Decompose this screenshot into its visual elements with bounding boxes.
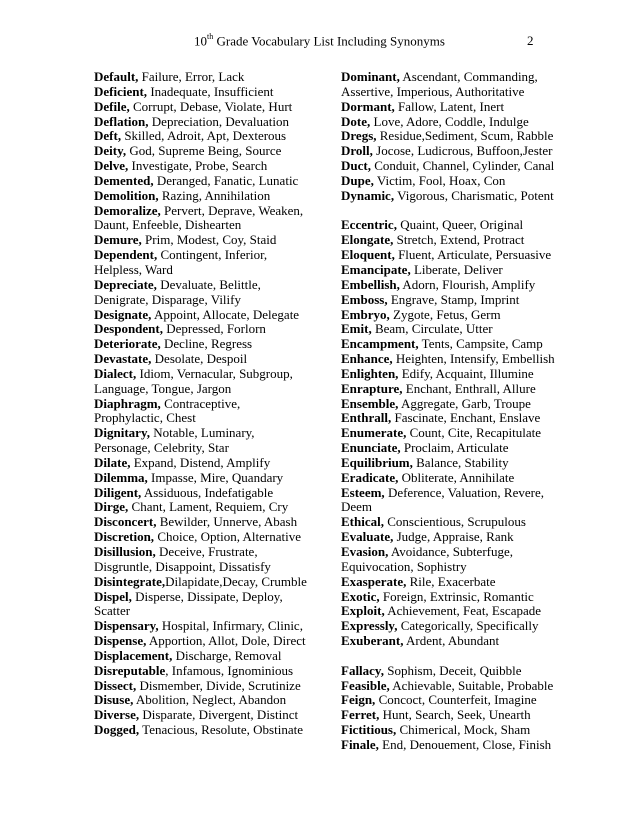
synonyms-text: Equivocation, Sophistry: [341, 558, 467, 574]
synonyms-text: Achievable, Suitable, Probable: [389, 677, 554, 693]
synonyms-text: Edify, Acquaint, Illumine: [398, 365, 534, 381]
vocabulary-entry-line: [94, 174, 319, 189]
vocabulary-word: Demure,: [94, 232, 142, 248]
synonyms-text: Discharge, Removal: [172, 647, 282, 663]
vocabulary-entry-line: [94, 723, 319, 738]
synonyms-text: Investigate, Probe, Search: [128, 158, 268, 174]
synonyms-text: Deceive, Frustrate,: [155, 544, 258, 559]
vocabulary-word: Exploit,: [341, 603, 385, 619]
synonyms-text: Adorn, Flourish, Amplify: [399, 276, 536, 292]
vocabulary-word: Demolition,: [94, 187, 159, 203]
synonyms-text: Foreign, Extrinsic, Romantic: [379, 588, 534, 604]
vocabulary-word: Diaphragm,: [94, 395, 161, 411]
synonyms-text: Scatter: [94, 603, 131, 619]
vocabulary-word: Devastate,: [94, 351, 152, 367]
synonyms-text: Judge, Appraise, Rank: [393, 529, 514, 545]
vocabulary-word: Discretion,: [94, 529, 155, 545]
vocabulary-entry-line: [341, 174, 581, 189]
title-ordinal-suffix: th: [207, 32, 214, 41]
vocabulary-entry-line: [94, 604, 319, 619]
vocabulary-entry-line: [94, 560, 319, 575]
vocabulary-entry-line: [341, 337, 581, 352]
vocabulary-word: Enrapture,: [341, 380, 403, 396]
vocabulary-entry-line: [94, 545, 319, 560]
synonyms-text: Bewilder, Unnerve, Abash: [156, 514, 298, 530]
vocabulary-entry-line: [341, 486, 581, 501]
synonyms-text: Idiom, Vernacular, Subgroup,: [136, 365, 293, 381]
vocabulary-word: Displacement,: [94, 647, 173, 663]
vocabulary-entry-line: [94, 248, 319, 263]
vocabulary-word: Deficient,: [94, 83, 148, 99]
vocabulary-entry-line: [341, 248, 581, 263]
vocabulary-word: Dispel,: [94, 588, 132, 604]
vocabulary-word: Dupe,: [341, 172, 374, 188]
vocabulary-word: Disintegrate,: [94, 573, 166, 589]
vocabulary-word: Demented,: [94, 172, 154, 188]
vocabulary-word: Ensemble,: [341, 395, 399, 411]
vocabulary-entry-line: [94, 441, 319, 456]
synonyms-text: Fascinate, Enchant, Enslave: [391, 410, 541, 426]
vocabulary-entry-line: [341, 129, 581, 144]
synonyms-text: Dilapidate,Decay, Crumble: [165, 573, 307, 589]
synonyms-text: Engrave, Stamp, Imprint: [387, 291, 520, 307]
vocabulary-entry-line: [341, 441, 581, 456]
synonyms-text: Failure, Error, Lack: [138, 69, 245, 84]
synonyms-text: Helpless, Ward: [94, 261, 173, 277]
synonyms-text: Daunt, Enfeeble, Dishearten: [94, 217, 242, 233]
vocabulary-entry-line: [94, 293, 319, 308]
vocabulary-word: Enunciate,: [341, 440, 401, 456]
synonyms-text: Victim, Fool, Hoax, Con: [373, 172, 506, 188]
vocabulary-entry-line: [94, 426, 319, 441]
vocabulary-entry-line: [341, 159, 581, 174]
vocabulary-word: Droll,: [341, 143, 373, 159]
synonyms-text: Categorically, Specifically: [397, 618, 539, 634]
vocabulary-word: Evasion,: [341, 544, 389, 559]
synonyms-text: Residue,Sediment, Scum, Rabble: [376, 128, 554, 144]
vocabulary-entry-line: [94, 367, 319, 382]
vocabulary-word: Disuse,: [94, 692, 134, 708]
vocabulary-entry-line: [94, 397, 319, 412]
synonyms-text: Skilled, Adroit, Apt, Dexterous: [121, 128, 287, 144]
vocabulary-entry-line: [341, 70, 581, 85]
synonyms-text: Prim, Modest, Coy, Staid: [141, 232, 277, 248]
vocabulary-word: Dispense,: [94, 633, 147, 649]
vocabulary-entry-line: [341, 144, 581, 159]
synonyms-text: Deference, Valuation, Revere,: [384, 484, 544, 500]
vocabulary-entry-line: [341, 397, 581, 412]
vocabulary-word: Dynamic,: [341, 187, 395, 203]
vocabulary-entry-line: [94, 500, 319, 515]
vocabulary-entry-line: [341, 308, 581, 323]
synonyms-text: Language, Tongue, Jargon: [94, 380, 232, 396]
synonyms-text: Tenacious, Resolute, Obstinate: [139, 722, 303, 738]
vocabulary-entry-line: [94, 70, 319, 85]
synonyms-text: Ardent, Abundant: [403, 633, 500, 649]
vocabulary-entry-line: [94, 189, 319, 204]
vocabulary-entry-line: [341, 322, 581, 337]
vocabulary-word: Finale,: [341, 736, 379, 752]
vocabulary-word: Ethical,: [341, 514, 384, 530]
vocabulary-entry-line: [94, 486, 319, 501]
vocabulary-word: Emboss,: [341, 291, 388, 307]
vocabulary-word: Dormant,: [341, 98, 395, 114]
vocabulary-entry-line: [94, 233, 319, 248]
vocabulary-word: Dominant,: [341, 69, 400, 84]
vocabulary-entry-line: [94, 100, 319, 115]
synonyms-text: Disperse, Dissipate, Deploy,: [131, 588, 283, 604]
synonyms-text: Disgruntle, Disappoint, Dissatisfy: [94, 558, 271, 574]
title-grade-number: 10: [194, 33, 207, 49]
synonyms-text: Impasse, Mire, Quandary: [147, 469, 284, 485]
vocabulary-entry-line: [341, 278, 581, 293]
section-gap: [341, 204, 581, 219]
synonyms-text: Desolate, Despoil: [151, 351, 248, 367]
synonyms-text: Ascendant, Commanding,: [399, 69, 538, 84]
synonyms-text: Love, Adore, Coddle, Indulge: [370, 113, 529, 129]
synonyms-text: Enchant, Enthrall, Allure: [402, 380, 536, 396]
synonyms-text: Choice, Option, Alternative: [154, 529, 302, 545]
vocabulary-entry-line: [341, 619, 581, 634]
vocabulary-word: Dogged,: [94, 722, 140, 738]
vocabulary-entry-line: [94, 352, 319, 367]
synonyms-text: Chant, Lament, Requiem, Cry: [128, 499, 289, 515]
vocabulary-word: Dialect,: [94, 365, 137, 381]
vocabulary-word: Equilibrium,: [341, 454, 413, 470]
vocabulary-word: Dote,: [341, 113, 371, 129]
vocabulary-word: Evaluate,: [341, 529, 394, 545]
synonyms-text: Beam, Circulate, Utter: [371, 321, 493, 337]
vocabulary-word: Exotic,: [341, 588, 380, 604]
right-vocabulary-column: [341, 70, 581, 753]
synonyms-text: Hunt, Search, Seek, Unearth: [379, 707, 531, 723]
synonyms-text: Rile, Exacerbate: [406, 573, 496, 589]
vocabulary-entry-line: [341, 738, 581, 753]
vocabulary-entry-line: [341, 500, 581, 515]
vocabulary-word: Duct,: [341, 158, 371, 174]
vocabulary-word: Dilate,: [94, 454, 131, 470]
synonyms-text: Balance, Stability: [412, 454, 509, 470]
synonyms-text: Depressed, Forlorn: [163, 321, 266, 337]
synonyms-text: Abolition, Neglect, Abandon: [133, 692, 287, 708]
vocabulary-entry-line: [341, 382, 581, 397]
vocabulary-entry-line: [94, 708, 319, 723]
vocabulary-entry-line: [94, 471, 319, 486]
vocabulary-word: Defile,: [94, 98, 130, 114]
vocabulary-word: Encampment,: [341, 336, 419, 352]
vocabulary-entry-line: [341, 352, 581, 367]
synonyms-text: Decline, Regress: [160, 336, 253, 352]
vocabulary-word: Emancipate,: [341, 261, 411, 277]
synonyms-text: Count, Cite, Recapitulate: [406, 425, 542, 441]
vocabulary-word: Ferret,: [341, 707, 380, 723]
vocabulary-word: Disillusion,: [94, 544, 156, 559]
synonyms-text: Contingent, Inferior,: [157, 247, 268, 263]
vocabulary-entry-line: [94, 263, 319, 278]
vocabulary-word: Designate,: [94, 306, 152, 322]
synonyms-text: Disparate, Divergent, Distinct: [139, 707, 299, 723]
vocabulary-word: Eradicate,: [341, 469, 399, 485]
vocabulary-word: Dregs,: [341, 128, 377, 144]
synonyms-text: Pervert, Deprave, Weaken,: [160, 202, 304, 218]
synonyms-text: Tents, Campsite, Camp: [418, 336, 543, 352]
vocabulary-entry-line: [341, 263, 581, 278]
vocabulary-word: Deft,: [94, 128, 122, 144]
vocabulary-word: Dirge,: [94, 499, 129, 515]
vocabulary-entry-line: [94, 530, 319, 545]
vocabulary-word: Enumerate,: [341, 425, 407, 441]
vocabulary-entry-line: [94, 129, 319, 144]
synonyms-text: Devaluate, Belittle,: [156, 276, 261, 292]
vocabulary-entry-line: [341, 115, 581, 130]
synonyms-text: End, Denouement, Close, Finish: [378, 736, 552, 752]
vocabulary-entry-line: [94, 308, 319, 323]
vocabulary-entry-line: [341, 723, 581, 738]
vocabulary-entry-line: [341, 545, 581, 560]
vocabulary-entry-line: [94, 575, 319, 590]
document-title: [194, 33, 445, 49]
vocabulary-word: Despondent,: [94, 321, 163, 337]
synonyms-text: Personage, Celebrity, Star: [94, 440, 229, 456]
vocabulary-word: Enthrall,: [341, 410, 392, 426]
vocabulary-word: Demoralize,: [94, 202, 161, 218]
synonyms-text: Obliterate, Annihilate: [398, 469, 515, 485]
title-text: Grade Vocabulary List Including Synonyms: [213, 33, 445, 49]
synonyms-text: Conduit, Channel, Cylinder, Canal: [370, 158, 555, 174]
vocabulary-entry-line: [341, 693, 581, 708]
vocabulary-word: Fictitious,: [341, 722, 397, 738]
vocabulary-word: Feasible,: [341, 677, 390, 693]
synonyms-text: Avoidance, Subterfuge,: [388, 544, 513, 559]
vocabulary-entry-line: [94, 159, 319, 174]
vocabulary-entry-line: [94, 115, 319, 130]
vocabulary-entry-line: [94, 679, 319, 694]
vocabulary-entry-line: [341, 590, 581, 605]
synonyms-text: Razing, Annihilation: [158, 187, 271, 203]
vocabulary-word: Exasperate,: [341, 573, 407, 589]
vocabulary-word: Enlighten,: [341, 365, 399, 381]
vocabulary-word: Dispensary,: [94, 618, 159, 634]
vocabulary-word: Feign,: [341, 692, 376, 708]
vocabulary-entry-line: [94, 515, 319, 530]
synonyms-text: Fallow, Latent, Inert: [394, 98, 505, 114]
vocabulary-word: Deity,: [94, 143, 127, 159]
vocabulary-entry-line: [341, 471, 581, 486]
vocabulary-entry-line: [94, 218, 319, 233]
synonyms-text: Denigrate, Disparage, Vilify: [94, 291, 241, 307]
section-gap: [341, 649, 581, 664]
synonyms-text: Assiduous, Indefatigable: [141, 484, 274, 500]
synonyms-text: Jocose, Ludicrous, Buffoon,Jester: [372, 143, 553, 159]
vocabulary-word: Dependent,: [94, 247, 158, 263]
vocabulary-word: Dissect,: [94, 677, 137, 693]
synonyms-text: Fluent, Articulate, Persuasive: [394, 247, 552, 263]
vocabulary-entry-line: [341, 85, 581, 100]
page-header: [0, 33, 638, 53]
synonyms-text: Sophism, Deceit, Quibble: [383, 662, 522, 678]
vocabulary-entry-line: [341, 218, 581, 233]
vocabulary-word: Elongate,: [341, 232, 394, 248]
synonyms-text: Contraceptive,: [160, 395, 241, 411]
vocabulary-word: Emit,: [341, 321, 372, 337]
vocabulary-entry-line: [341, 679, 581, 694]
synonyms-text: Stretch, Extend, Protract: [393, 232, 525, 248]
vocabulary-entry-line: [94, 204, 319, 219]
vocabulary-entry-line: [341, 530, 581, 545]
synonyms-text: Concoct, Counterfeit, Imagine: [375, 692, 537, 708]
vocabulary-entry-line: [94, 693, 319, 708]
vocabulary-entry-line: [341, 560, 581, 575]
vocabulary-entry-line: [341, 426, 581, 441]
synonyms-text: Deranged, Fanatic, Lunatic: [153, 172, 299, 188]
vocabulary-entry-line: [341, 189, 581, 204]
vocabulary-word: Default,: [94, 69, 139, 84]
synonyms-text: Dismember, Divide, Scrutinize: [136, 677, 301, 693]
vocabulary-entry-line: [94, 85, 319, 100]
synonyms-text: Proclaim, Articulate: [400, 440, 509, 456]
vocabulary-entry-line: [94, 278, 319, 293]
vocabulary-word: Eccentric,: [341, 217, 397, 233]
vocabulary-entry-line: [341, 604, 581, 619]
vocabulary-entry-line: [341, 411, 581, 426]
vocabulary-word: Dilemma,: [94, 469, 148, 485]
synonyms-text: , Infamous, Ignominious: [165, 662, 294, 678]
vocabulary-word: Enhance,: [341, 351, 393, 367]
vocabulary-entry-line: [341, 367, 581, 382]
vocabulary-entry-line: [94, 382, 319, 397]
synonyms-text: Inadequate, Insufficient: [147, 83, 274, 99]
vocabulary-entry-line: [94, 144, 319, 159]
vocabulary-entry-line: [94, 411, 319, 426]
synonyms-text: Corrupt, Debase, Violate, Hurt: [129, 98, 293, 114]
vocabulary-entry-line: [341, 293, 581, 308]
vocabulary-word: Dignitary,: [94, 425, 150, 441]
vocabulary-entry-line: [94, 664, 319, 679]
vocabulary-entry-line: [94, 634, 319, 649]
vocabulary-entry-line: [341, 634, 581, 649]
synonyms-text: Notable, Luminary,: [149, 425, 255, 441]
vocabulary-entry-line: [341, 515, 581, 530]
vocabulary-word: Fallacy,: [341, 662, 384, 678]
synonyms-text: Chimerical, Mock, Sham: [396, 722, 531, 738]
vocabulary-word: Disconcert,: [94, 514, 157, 530]
vocabulary-entry-line: [341, 456, 581, 471]
vocabulary-entry-line: [341, 708, 581, 723]
synonyms-text: Hospital, Infirmary, Clinic,: [158, 618, 303, 634]
synonyms-text: Deem: [341, 499, 373, 515]
vocabulary-entry-line: [94, 322, 319, 337]
synonyms-text: Depreciation, Devaluation: [148, 113, 289, 129]
vocabulary-word: Disreputable: [94, 662, 166, 678]
synonyms-text: Heighten, Intensify, Embellish: [392, 351, 555, 367]
vocabulary-entry-line: [341, 575, 581, 590]
vocabulary-word: Delve,: [94, 158, 129, 174]
vocabulary-word: Depreciate,: [94, 276, 157, 292]
left-vocabulary-column: [94, 70, 319, 738]
vocabulary-word: Deteriorate,: [94, 336, 161, 352]
vocabulary-word: Embryo,: [341, 306, 390, 322]
vocabulary-entry-line: [94, 619, 319, 634]
vocabulary-entry-line: [341, 233, 581, 248]
synonyms-text: Appoint, Allocate, Delegate: [151, 306, 300, 322]
synonyms-text: Zygote, Fetus, Germ: [389, 306, 501, 322]
synonyms-text: Quaint, Queer, Original: [396, 217, 524, 233]
synonyms-text: God, Supreme Being, Source: [126, 143, 282, 159]
synonyms-text: Conscientious, Scrupulous: [383, 514, 526, 530]
vocabulary-word: Esteem,: [341, 484, 385, 500]
vocabulary-word: Exuberant,: [341, 633, 404, 649]
vocabulary-entry-line: [341, 100, 581, 115]
vocabulary-word: Diverse,: [94, 707, 140, 723]
vocabulary-word: Expressly,: [341, 618, 398, 634]
vocabulary-entry-line: [94, 456, 319, 471]
synonyms-text: Achievement, Feat, Escapade: [384, 603, 542, 619]
vocabulary-word: Eloquent,: [341, 247, 395, 263]
vocabulary-entry-line: [94, 337, 319, 352]
page-number: 2: [527, 33, 534, 48]
vocabulary-word: Embellish,: [341, 276, 400, 292]
synonyms-text: Assertive, Imperious, Authoritative: [341, 83, 525, 99]
synonyms-text: Vigorous, Charismatic, Potent: [394, 187, 554, 203]
vocabulary-word: Diligent,: [94, 484, 142, 500]
synonyms-text: Liberate, Deliver: [410, 261, 503, 277]
synonyms-text: Expand, Distend, Amplify: [130, 454, 271, 470]
synonyms-text: Aggregate, Garb, Troupe: [398, 395, 531, 411]
vocabulary-word: Deflation,: [94, 113, 149, 129]
vocabulary-entry-line: [94, 590, 319, 605]
vocabulary-entry-line: [341, 664, 581, 679]
vocabulary-entry-line: [94, 649, 319, 664]
synonyms-text: Apportion, Allot, Dole, Direct: [146, 633, 306, 649]
synonyms-text: Prophylactic, Chest: [94, 410, 196, 426]
